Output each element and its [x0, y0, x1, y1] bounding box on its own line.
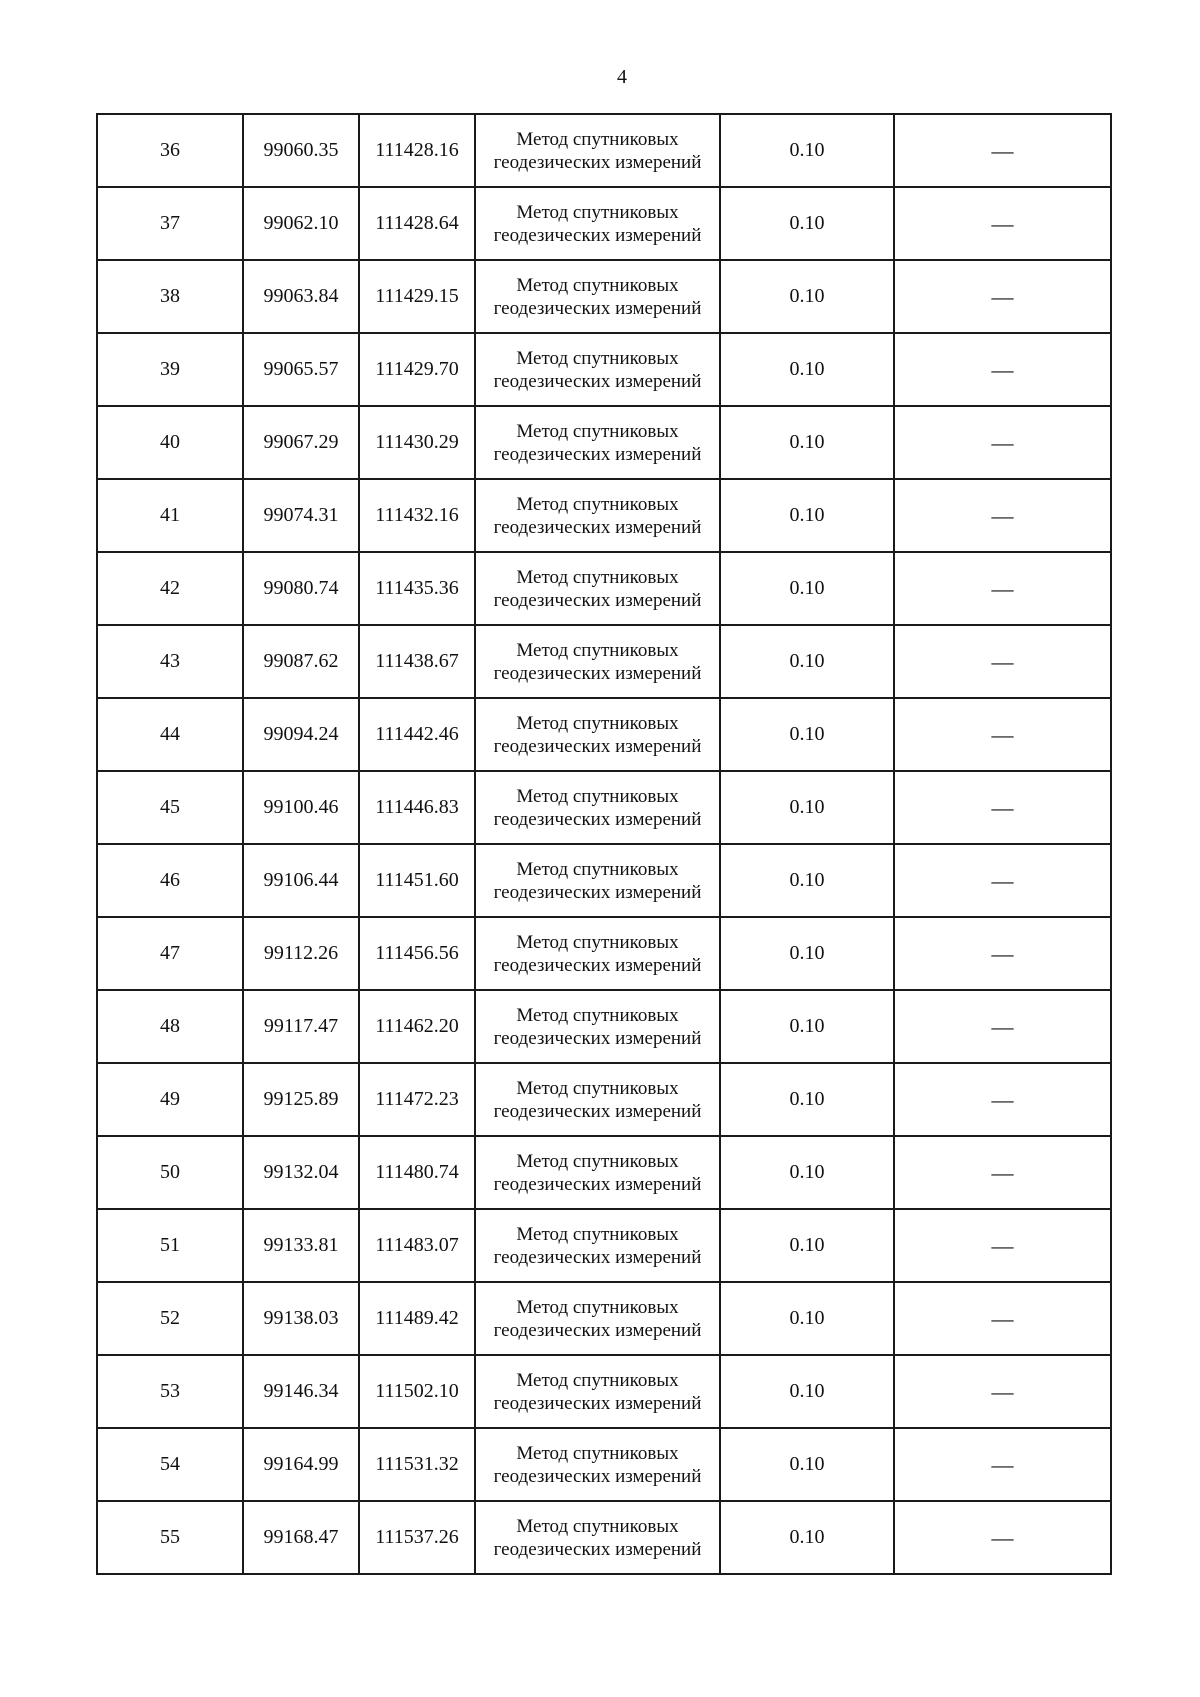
method-line-1: Метод спутниковых [516, 493, 679, 515]
x-coordinate-cell: 99164.99 [243, 1428, 359, 1501]
accuracy-cell: 0.10 [720, 1136, 894, 1209]
accuracy-cell: 0.10 [720, 114, 894, 187]
x-coordinate-cell: 99087.62 [243, 625, 359, 698]
method-line-2: геодезических измерений [493, 443, 702, 465]
accuracy-cell: 0.10 [720, 1428, 894, 1501]
x-coordinate-cell: 99132.04 [243, 1136, 359, 1209]
method-line-2: геодезических измерений [493, 1100, 702, 1122]
table-row [97, 1063, 1111, 1136]
note-cell: — [894, 1209, 1111, 1282]
point-number-cell: 37 [97, 187, 243, 260]
method-line-1: Метод спутниковых [516, 201, 679, 223]
method-cell [475, 114, 720, 187]
coordinates-table-body [97, 114, 1111, 1574]
method-line-1: Метод спутниковых [516, 639, 679, 661]
method-line-2: геодезических измерений [493, 881, 702, 903]
x-coordinate-cell: 99117.47 [243, 990, 359, 1063]
y-coordinate-cell: 111531.32 [359, 1428, 475, 1501]
point-number-cell: 44 [97, 698, 243, 771]
y-coordinate-cell: 111489.42 [359, 1282, 475, 1355]
method-line-1: Метод спутниковых [516, 274, 679, 296]
note-cell: — [894, 114, 1111, 187]
note-cell: — [894, 771, 1111, 844]
x-coordinate-cell: 99133.81 [243, 1209, 359, 1282]
table-row [97, 333, 1111, 406]
method-line-2: геодезических измерений [493, 1027, 702, 1049]
table-row [97, 406, 1111, 479]
method-line-2: геодезических измерений [493, 1319, 702, 1341]
x-coordinate-cell: 99094.24 [243, 698, 359, 771]
note-cell: — [894, 698, 1111, 771]
table-row [97, 114, 1111, 187]
method-line-1: Метод спутниковых [516, 566, 679, 588]
method-line-1: Метод спутниковых [516, 1223, 679, 1245]
table-row [97, 1501, 1111, 1574]
x-coordinate-cell: 99060.35 [243, 114, 359, 187]
note-cell: — [894, 917, 1111, 990]
method-line-2: геодезических измерений [493, 297, 702, 319]
method-cell [475, 260, 720, 333]
method-line-1: Метод спутниковых [516, 858, 679, 880]
table-row [97, 771, 1111, 844]
method-line-2: геодезических измерений [493, 1538, 702, 1560]
method-line-2: геодезических измерений [493, 1173, 702, 1195]
y-coordinate-cell: 111432.16 [359, 479, 475, 552]
y-coordinate-cell: 111428.64 [359, 187, 475, 260]
x-coordinate-cell: 99146.34 [243, 1355, 359, 1428]
point-number-cell: 53 [97, 1355, 243, 1428]
accuracy-cell: 0.10 [720, 479, 894, 552]
accuracy-cell: 0.10 [720, 1501, 894, 1574]
y-coordinate-cell: 111456.56 [359, 917, 475, 990]
note-cell: — [894, 1428, 1111, 1501]
point-number-cell: 49 [97, 1063, 243, 1136]
x-coordinate-cell: 99062.10 [243, 187, 359, 260]
note-cell: — [894, 406, 1111, 479]
method-line-1: Метод спутниковых [516, 785, 679, 807]
accuracy-cell: 0.10 [720, 260, 894, 333]
x-coordinate-cell: 99080.74 [243, 552, 359, 625]
note-cell: — [894, 625, 1111, 698]
x-coordinate-cell: 99063.84 [243, 260, 359, 333]
y-coordinate-cell: 111451.60 [359, 844, 475, 917]
point-number-cell: 50 [97, 1136, 243, 1209]
y-coordinate-cell: 111442.46 [359, 698, 475, 771]
method-line-1: Метод спутниковых [516, 1296, 679, 1318]
point-number-cell: 36 [97, 114, 243, 187]
note-cell: — [894, 1355, 1111, 1428]
point-number-cell: 40 [97, 406, 243, 479]
accuracy-cell: 0.10 [720, 625, 894, 698]
y-coordinate-cell: 111435.36 [359, 552, 475, 625]
y-coordinate-cell: 111472.23 [359, 1063, 475, 1136]
accuracy-cell: 0.10 [720, 406, 894, 479]
point-number-cell: 39 [97, 333, 243, 406]
method-line-2: геодезических измерений [493, 954, 702, 976]
point-number-cell: 45 [97, 771, 243, 844]
method-line-2: геодезических измерений [493, 662, 702, 684]
method-cell [475, 1501, 720, 1574]
y-coordinate-cell: 111537.26 [359, 1501, 475, 1574]
method-line-2: геодезических измерений [493, 370, 702, 392]
method-line-1: Метод спутниковых [516, 712, 679, 734]
x-coordinate-cell: 99112.26 [243, 917, 359, 990]
method-line-1: Метод спутниковых [516, 1077, 679, 1099]
point-number-cell: 48 [97, 990, 243, 1063]
table-row [97, 1136, 1111, 1209]
table-row [97, 625, 1111, 698]
x-coordinate-cell: 99100.46 [243, 771, 359, 844]
method-cell [475, 698, 720, 771]
accuracy-cell: 0.10 [720, 771, 894, 844]
method-line-1: Метод спутниковых [516, 420, 679, 442]
accuracy-cell: 0.10 [720, 1282, 894, 1355]
note-cell: — [894, 479, 1111, 552]
method-cell [475, 333, 720, 406]
y-coordinate-cell: 111438.67 [359, 625, 475, 698]
method-cell [475, 1428, 720, 1501]
method-line-2: геодезических измерений [493, 151, 702, 173]
note-cell: — [894, 1282, 1111, 1355]
accuracy-cell: 0.10 [720, 917, 894, 990]
accuracy-cell: 0.10 [720, 990, 894, 1063]
method-line-2: геодезических измерений [493, 735, 702, 757]
method-line-2: геодезических измерений [493, 808, 702, 830]
point-number-cell: 51 [97, 1209, 243, 1282]
accuracy-cell: 0.10 [720, 187, 894, 260]
accuracy-cell: 0.10 [720, 333, 894, 406]
note-cell: — [894, 1136, 1111, 1209]
table-row [97, 1209, 1111, 1282]
method-cell [475, 1355, 720, 1428]
method-line-1: Метод спутниковых [516, 931, 679, 953]
point-number-cell: 55 [97, 1501, 243, 1574]
accuracy-cell: 0.10 [720, 1209, 894, 1282]
method-line-1: Метод спутниковых [516, 1442, 679, 1464]
note-cell: — [894, 333, 1111, 406]
note-cell: — [894, 844, 1111, 917]
method-line-1: Метод спутниковых [516, 128, 679, 150]
table-row [97, 1282, 1111, 1355]
table-row [97, 260, 1111, 333]
accuracy-cell: 0.10 [720, 1063, 894, 1136]
y-coordinate-cell: 111483.07 [359, 1209, 475, 1282]
point-number-cell: 42 [97, 552, 243, 625]
table-row [97, 1355, 1111, 1428]
method-line-1: Метод спутниковых [516, 1004, 679, 1026]
accuracy-cell: 0.10 [720, 844, 894, 917]
method-line-1: Метод спутниковых [516, 1150, 679, 1172]
note-cell: — [894, 990, 1111, 1063]
y-coordinate-cell: 111429.70 [359, 333, 475, 406]
table-row [97, 187, 1111, 260]
x-coordinate-cell: 99168.47 [243, 1501, 359, 1574]
accuracy-cell: 0.10 [720, 1355, 894, 1428]
y-coordinate-cell: 111429.15 [359, 260, 475, 333]
method-cell [475, 479, 720, 552]
method-cell [475, 917, 720, 990]
x-coordinate-cell: 99125.89 [243, 1063, 359, 1136]
y-coordinate-cell: 111428.16 [359, 114, 475, 187]
point-number-cell: 54 [97, 1428, 243, 1501]
x-coordinate-cell: 99065.57 [243, 333, 359, 406]
table-row [97, 698, 1111, 771]
note-cell: — [894, 260, 1111, 333]
method-line-1: Метод спутниковых [516, 1515, 679, 1537]
x-coordinate-cell: 99074.31 [243, 479, 359, 552]
point-number-cell: 43 [97, 625, 243, 698]
table-row [97, 990, 1111, 1063]
point-number-cell: 41 [97, 479, 243, 552]
x-coordinate-cell: 99138.03 [243, 1282, 359, 1355]
x-coordinate-cell: 99106.44 [243, 844, 359, 917]
accuracy-cell: 0.10 [720, 552, 894, 625]
table-row [97, 479, 1111, 552]
accuracy-cell: 0.10 [720, 698, 894, 771]
method-cell [475, 625, 720, 698]
point-number-cell: 47 [97, 917, 243, 990]
y-coordinate-cell: 111446.83 [359, 771, 475, 844]
coordinates-table [96, 113, 1112, 1575]
method-line-1: Метод спутниковых [516, 347, 679, 369]
method-line-2: геодезических измерений [493, 224, 702, 246]
y-coordinate-cell: 111480.74 [359, 1136, 475, 1209]
table-row [97, 917, 1111, 990]
method-cell [475, 1209, 720, 1282]
table-row [97, 1428, 1111, 1501]
note-cell: — [894, 187, 1111, 260]
note-cell: — [894, 552, 1111, 625]
point-number-cell: 38 [97, 260, 243, 333]
method-cell [475, 990, 720, 1063]
method-line-1: Метод спутниковых [516, 1369, 679, 1391]
note-cell: — [894, 1501, 1111, 1574]
table-row [97, 844, 1111, 917]
method-line-2: геодезических измерений [493, 1246, 702, 1268]
point-number-cell: 46 [97, 844, 243, 917]
method-line-2: геодезических измерений [493, 1465, 702, 1487]
point-number-cell: 52 [97, 1282, 243, 1355]
method-cell [475, 406, 720, 479]
y-coordinate-cell: 111502.10 [359, 1355, 475, 1428]
method-cell [475, 1282, 720, 1355]
method-cell [475, 844, 720, 917]
method-line-2: геодезических измерений [493, 516, 702, 538]
method-line-2: геодезических измерений [493, 589, 702, 611]
method-cell [475, 187, 720, 260]
y-coordinate-cell: 111462.20 [359, 990, 475, 1063]
x-coordinate-cell: 99067.29 [243, 406, 359, 479]
method-line-2: геодезических измерений [493, 1392, 702, 1414]
method-cell [475, 552, 720, 625]
method-cell [475, 1063, 720, 1136]
table-row [97, 552, 1111, 625]
method-cell [475, 771, 720, 844]
note-cell: — [894, 1063, 1111, 1136]
method-cell [475, 1136, 720, 1209]
page-number: 4 [617, 66, 627, 88]
y-coordinate-cell: 111430.29 [359, 406, 475, 479]
